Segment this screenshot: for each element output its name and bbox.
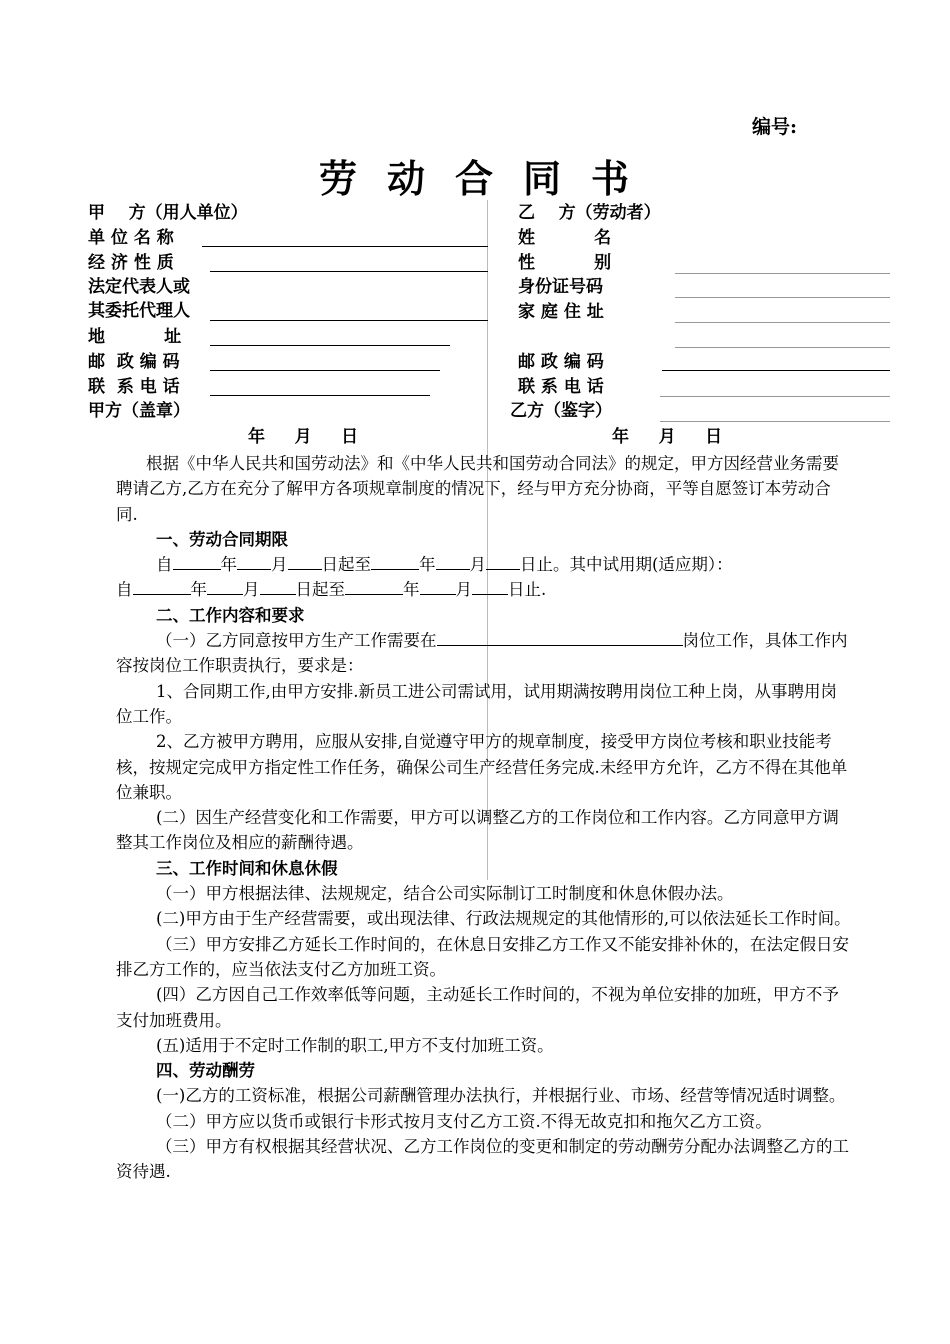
party-b-postcode-label: 邮 政 编 码: [518, 352, 604, 372]
title-char: 同: [523, 156, 564, 201]
clause-paragraph: (五)适用于不定时工作制的职工,甲方不支付加班工资。: [156, 1035, 554, 1055]
party-a-phone-label: 联 系 电 话: [88, 377, 180, 397]
party-b-date: 年 月 日: [612, 427, 723, 447]
term-text: 日止.: [508, 580, 547, 600]
clause-paragraph: （一）甲方根据法律、法规规定，结合公司实际制订工时制度和休息休假办法。: [156, 884, 734, 904]
term-text: 月: [455, 580, 472, 600]
clause-paragraph: （三）甲方安排乙方延长工作时间的，在休息日安排乙方工作又不能安排补休的，在法定假日安排乙方工作的，应当依法支付乙方加班工资。: [116, 934, 849, 979]
clause-paragraph: (四）乙方因自己工作效率低等问题，主动延长工作时间的，不视为单位安排的加班，甲方不予支付加班费用。: [116, 985, 839, 1030]
party-b-name-label: 姓 名: [518, 228, 612, 248]
party-a-phone-field[interactable]: [210, 395, 430, 396]
term-start-day-blank[interactable]: [288, 552, 322, 570]
party-b-id-label: 身份证号码: [518, 277, 603, 297]
term-start-month-blank[interactable]: [237, 552, 271, 570]
party-a-postcode-label: 邮 政 编 码: [88, 352, 180, 372]
party-b-signature-label: 乙方（鉴字）: [510, 401, 612, 421]
clause-paragraph: (二）因生产经营变化和工作需要，甲方可以调整乙方的工作岗位和工作内容。乙方同意甲方调整其工作岗位及相应的薪酬待遇。: [116, 808, 839, 853]
probation-end-day-blank[interactable]: [472, 577, 508, 595]
job-text: 岗位工作，具体工作内容按岗位工作职责执行，要求是：: [116, 631, 848, 676]
title-char: 动: [386, 156, 427, 201]
party-a-legal-rep-field[interactable]: [210, 320, 488, 321]
party-b-gender-field[interactable]: [675, 273, 890, 274]
term-text: 日起至: [321, 555, 371, 575]
clause-paragraph: (二)甲方由于生产经营需要，或出现法律、行政法规规定的其他情形的,可以依法延长工作时间。: [156, 909, 851, 929]
party-b-id-field[interactable]: [675, 297, 890, 298]
party-b-heading: 乙 方（劳动者）: [518, 203, 661, 223]
party-a-heading: 甲 方（用人单位）: [88, 203, 248, 223]
term-text: 月: [469, 555, 486, 575]
clause-paragraph: (一)乙方的工资标准，根据公司薪酬管理办法执行，并根据行业、市场、经营等情况适时调整。: [156, 1086, 846, 1106]
party-a-date: 年 月 日: [248, 427, 359, 447]
party-a-seal-label: 甲方（盖章）: [88, 401, 190, 421]
party-b-signature-field[interactable]: [660, 421, 890, 422]
probation-end-month-blank[interactable]: [420, 577, 456, 595]
probation-start-month-blank[interactable]: [207, 577, 243, 595]
term-text: 年: [419, 555, 436, 575]
term-start-year-blank[interactable]: [173, 552, 221, 570]
intro-paragraph: 根据《中华人民共和国劳动法》和《中华人民共和国劳动合同法》的规定，甲方因经营业务需要聘请乙方,乙方在充分了解甲方各项规章制度的情况下，经与甲方充分协商，平等自愿签订本劳动合同.: [116, 454, 839, 524]
party-b-home-address-field-2[interactable]: [675, 347, 890, 348]
term-text: 自: [156, 555, 173, 575]
term-text: 自: [116, 580, 133, 600]
term-paragraph: [116, 552, 852, 603]
probation-start-year-blank[interactable]: [133, 577, 191, 595]
party-b-gender-label: 性 别: [518, 253, 612, 273]
party-a-legal-rep-label-line1: 法定代表人或: [88, 277, 190, 297]
term-end-month-blank[interactable]: [436, 552, 470, 570]
section-2-title: 二、工作内容和要求: [156, 605, 305, 625]
party-a-legal-rep-label-line2: 其委托代理人: [88, 301, 190, 321]
section-4-title: 四、劳动酬劳: [156, 1061, 255, 1081]
section-3-title: 三、工作时间和休息休假: [156, 858, 338, 878]
party-b-home-address-label: 家 庭 住 址: [518, 302, 604, 322]
party-a-unit-name-label: 单 位 名 称: [88, 228, 174, 248]
job-text: （一）乙方同意按甲方生产工作需要在: [156, 631, 437, 651]
clause-paragraph: 1、合同期工作,由甲方安排.新员工进公司需试用，试用期满按聘用岗位工种上岗，从事聘用岗位工作。: [116, 681, 837, 726]
probation-end-year-blank[interactable]: [345, 577, 403, 595]
party-a-economic-nature-field[interactable]: [210, 271, 488, 272]
title-char: 合: [454, 156, 495, 201]
clause-paragraph: （二）甲方应以货币或银行卡形式按月支付乙方工资.不得无故克扣和拖欠乙方工资。: [156, 1111, 772, 1131]
party-a-economic-nature-label: 经 济 性 质: [88, 253, 174, 273]
party-b-phone-field[interactable]: [660, 396, 890, 397]
party-b-home-address-field[interactable]: [675, 322, 890, 323]
term-end-year-blank[interactable]: [371, 552, 419, 570]
party-a-unit-name-field[interactable]: [202, 246, 488, 247]
party-a-address-field[interactable]: [210, 345, 450, 346]
term-text: 日止。其中试用期(适应期）：: [520, 555, 733, 575]
section-1-title: 一、劳动合同期限: [156, 529, 288, 549]
party-a-postcode-field[interactable]: [210, 370, 440, 371]
contract-number-label: 编号:: [752, 116, 798, 138]
clause-paragraph: （三）甲方有权根据其经营状况、乙方工作岗位的变更和制定的劳动酬劳分配办法调整乙方的工资待遇.: [116, 1137, 849, 1182]
term-text: 年: [190, 580, 207, 600]
term-text: 年: [220, 555, 237, 575]
party-b-phone-label: 联 系 电 话: [518, 377, 604, 397]
term-text: 日起至: [295, 580, 345, 600]
probation-start-day-blank[interactable]: [260, 577, 296, 595]
contract-body: [116, 451, 852, 1185]
term-text: 月: [243, 580, 260, 600]
party-a-address-label: 地 址: [88, 327, 182, 347]
term-text: 年: [403, 580, 420, 600]
title-char: 劳: [318, 156, 359, 201]
job-position-blank[interactable]: [437, 628, 683, 646]
document-title: [0, 148, 950, 203]
title-char: 书: [591, 156, 632, 201]
party-b-postcode-field[interactable]: [662, 370, 890, 371]
job-position-paragraph: [116, 628, 852, 679]
term-end-day-blank[interactable]: [486, 552, 520, 570]
term-text: 月: [271, 555, 288, 575]
clause-paragraph: 2、乙方被甲方聘用，应服从安排,自觉遵守甲方的规章制度，接受甲方岗位考核和职业技能考核，按规定完成甲方指定性工作任务，确保公司生产经营任务完成.未经甲方允许，乙方不得在其他单位兼职。: [116, 732, 848, 802]
